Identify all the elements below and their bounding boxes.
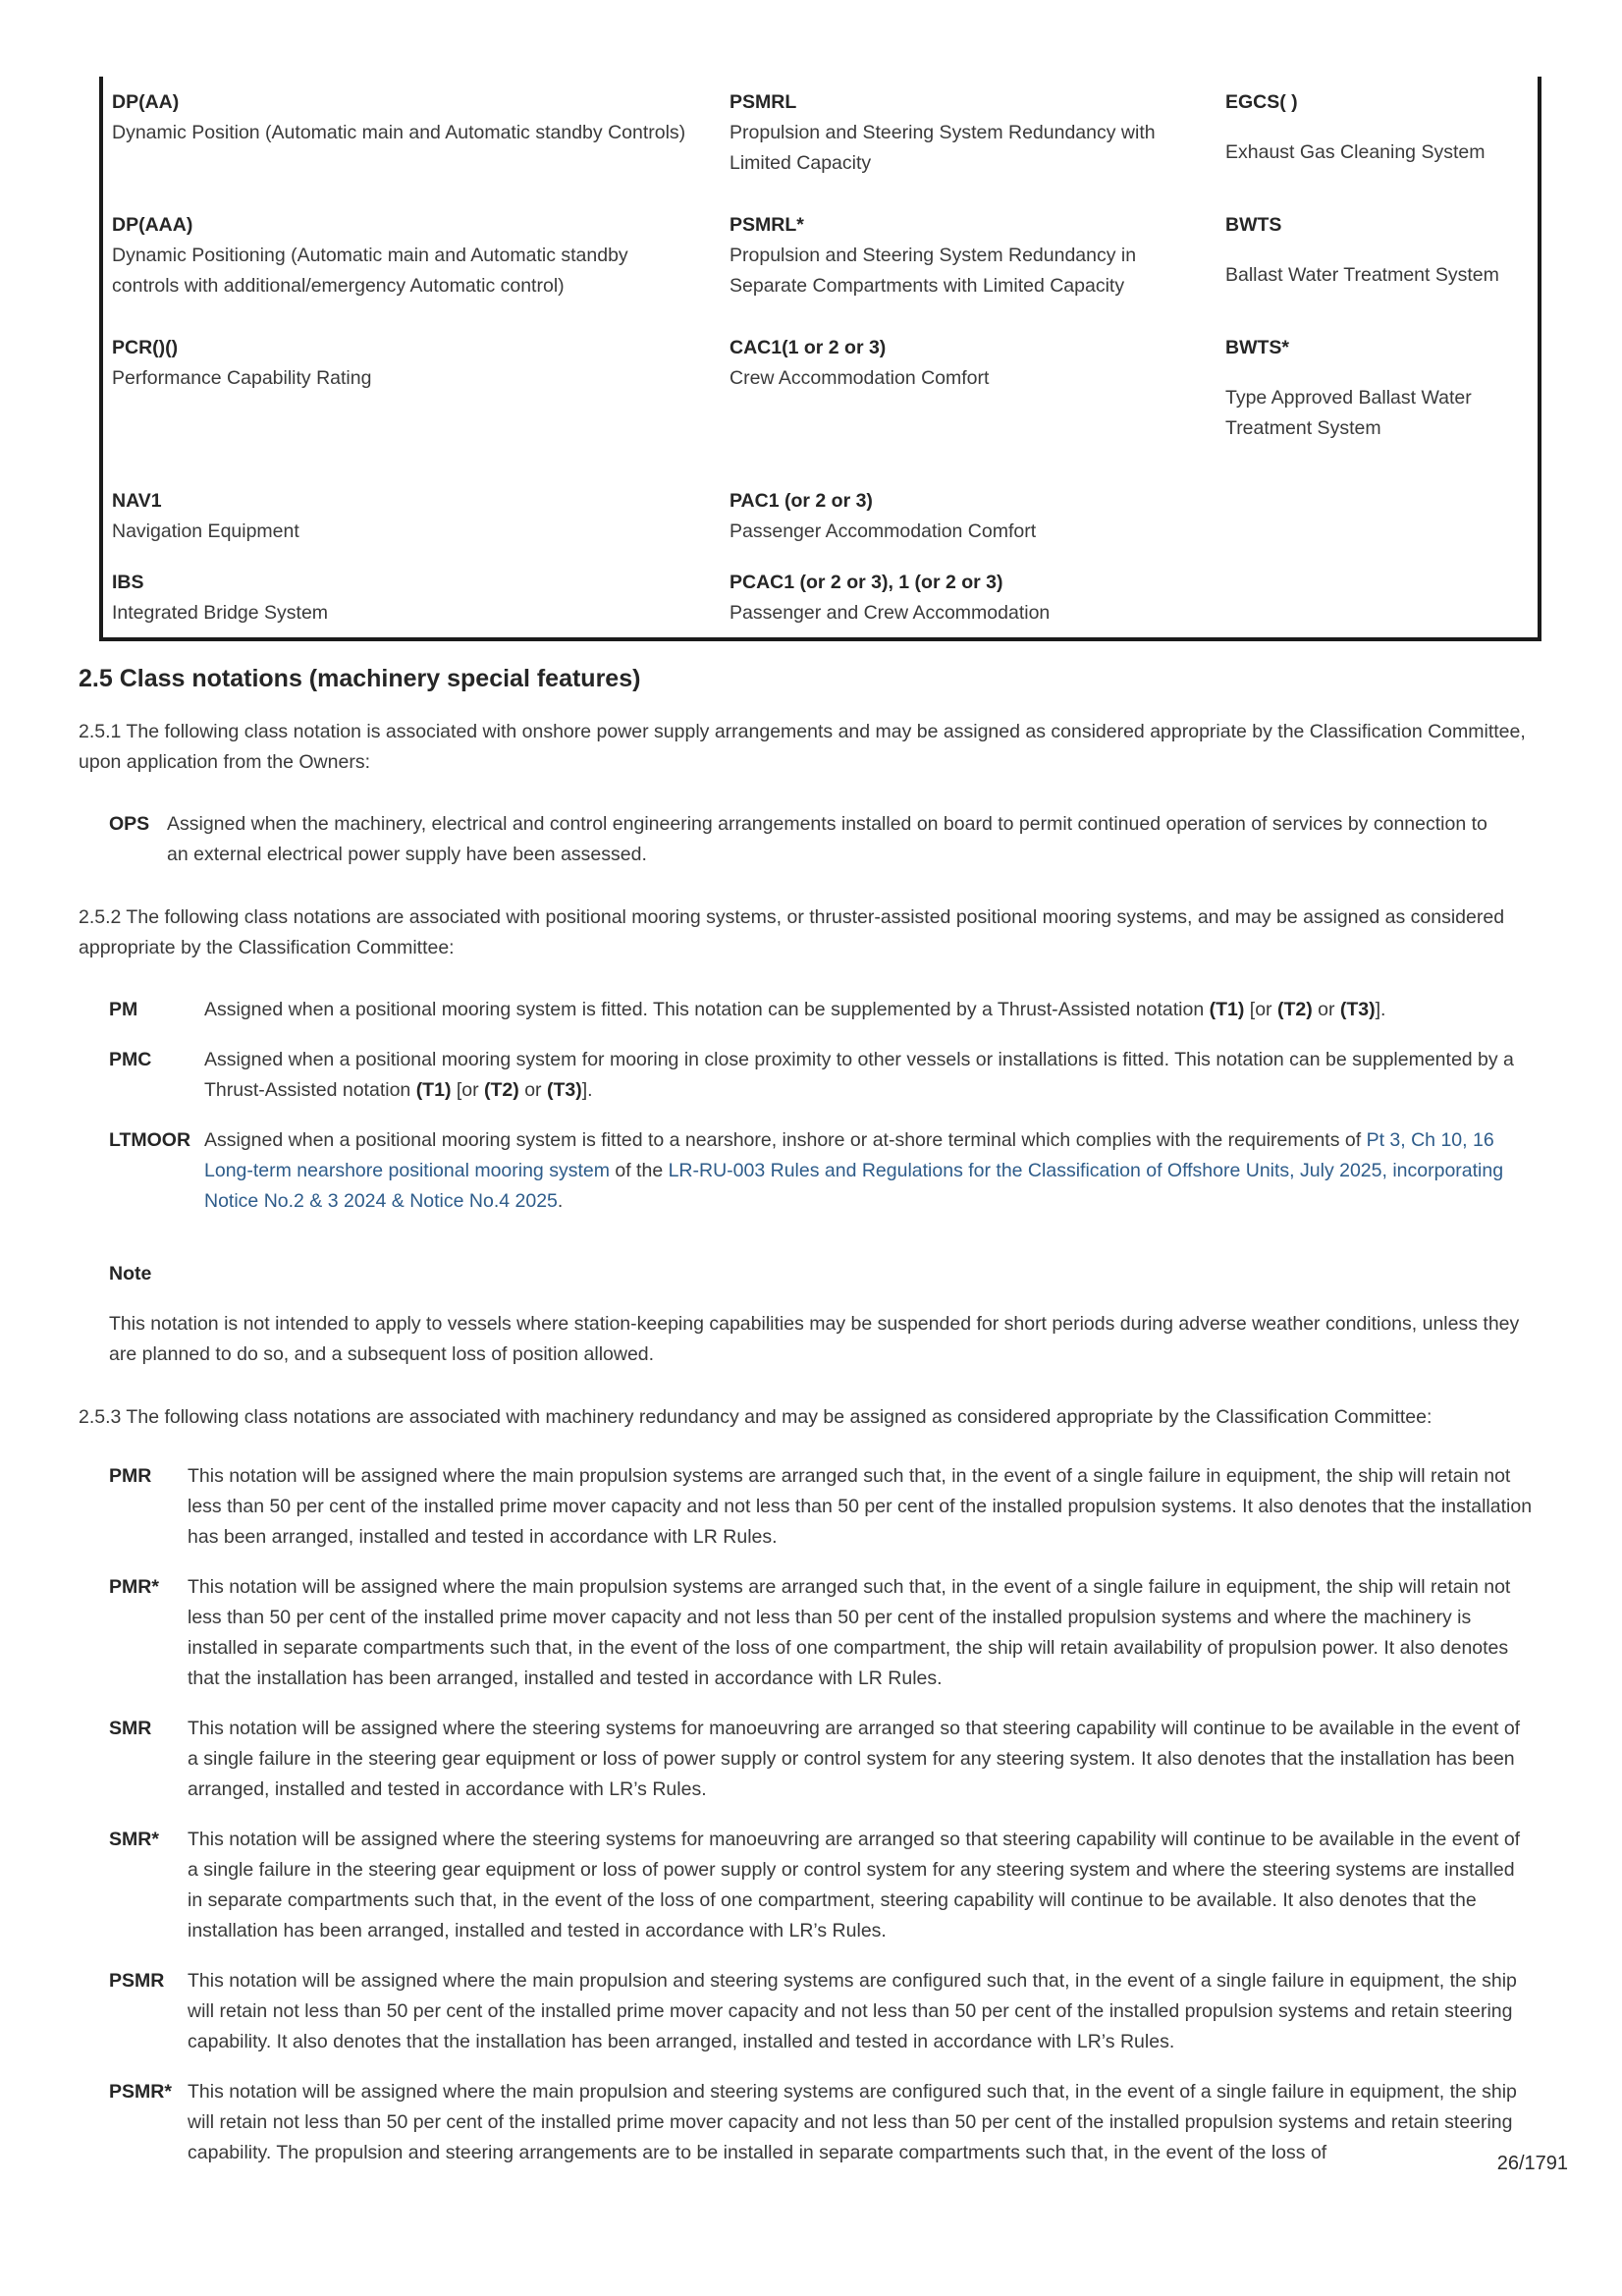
notation-desc: Integrated Bridge System [112,602,329,624]
definition-row [109,1714,1533,1805]
notation-definition: This notation will be assigned where the main propulsion and steering systems are configured such that, in the event of a single failure in equipment, the ship will retain not less than 50 per cent of the installed prime mover capacity and not less than 50 per cent of the installed propulsion systems and retain steering capability. It also denotes that the installation has been arranged, installed and tested in accordance with LR’s Rules. [188,1970,1517,2052]
definition-text: . [557,1190,564,1212]
notation-desc: Dynamic Positioning (Automatic main and Automatic standby controls with additional/emergency Automatic control) [112,245,628,297]
definition-row [109,1125,1523,1217]
notation-t1: (T1) [415,1079,452,1101]
definition-text: or [1312,999,1340,1020]
notation-term: PSMR [109,1970,165,1992]
notation-t2: (T2) [1276,999,1313,1020]
notation-desc: Exhaust Gas Cleaning System [1225,141,1486,163]
notation-desc: Propulsion and Steering System Redundancy with Limited Capacity [730,122,1156,174]
notation-term: SMR [109,1718,152,1739]
notation-cell [1225,210,1520,291]
note-text: This notation is not intended to apply to vessels where station-keeping capabilities may be suspended for short periods during adverse weather conditions, unless they are planned to do so, and a subsequent loss of position allowed. [109,1313,1520,1365]
notation-cell [730,210,1191,301]
notation-definition [204,995,1523,1025]
notation-term: PMR* [109,1576,159,1598]
notation-desc: Ballast Water Treatment System [1225,264,1499,286]
definition-row [109,2077,1533,2168]
definition-row [109,1966,1533,2057]
notation-code: CAC1(1 or 2 or 3) [730,337,887,358]
definition-row [109,1572,1533,1694]
notation-term: PMR [109,1465,152,1487]
notation-desc: Propulsion and Steering System Redundancy in Separate Compartments with Limited Capacity [730,245,1137,297]
notation-cell [112,87,701,148]
notation-code: IBS [112,572,144,593]
definition-row [109,1825,1533,1946]
definition-text: Assigned when a positional mooring system for mooring in close proximity to other vessels or installations is fitted. This notation can be supplemented by a Thrust-Assisted notation [204,1049,1514,1101]
notation-cell [112,486,701,547]
notation-code: BWTS [1225,214,1282,236]
notation-term: SMR* [109,1829,159,1850]
definition-text: Assigned when a positional mooring system is fitted to a nearshore, inshore or at-shore terminal which complies with the requirements of [204,1129,1367,1151]
definition-text: ]. [1375,999,1386,1020]
notation-term: PM [109,999,138,1020]
definition-text: of the [609,1160,669,1181]
definition-row [109,1461,1533,1553]
notation-cell [730,568,1191,629]
notation-code: PCR()() [112,337,179,358]
paragraph-2-5-3: 2.5.3 The following class notations are associated with machinery redundancy and may be assigned as considered appropriate by the Classification Committee: [79,1406,1433,1428]
notation-code: DP(AA) [112,91,180,113]
paragraph-2-5-1: 2.5.1 The following class notation is associated with onshore power supply arrangements and may be assigned as considered appropriate by the Classification Committee, upon application from the Owners: [79,721,1526,773]
notation-code: NAV1 [112,490,162,512]
rule-reference-link[interactable]: Pt 3, Ch 10, 16 Long-term nearshore positional mooring system [204,1129,1494,1181]
mooring-definitions [109,995,1523,1217]
definition-text: Assigned when a positional mooring system is fitted. This notation can be supplemented by a Thrust-Assisted notation [204,999,1210,1020]
notation-term: LTMOOR [109,1129,191,1151]
notation-cell [1225,87,1520,168]
notation-code: DP(AAA) [112,214,193,236]
notation-code: BWTS* [1225,337,1289,358]
notation-term: PSMR* [109,2081,172,2103]
notation-code: PSMRL [730,91,797,113]
notation-definition: This notation will be assigned where the main propulsion and steering systems are configured such that, in the event of a single failure in equipment, the ship will retain not less than 50 per cent of the installed prime mover capacity and not less than 50 per cent of the installed propulsion systems and retain steering capability. The propulsion and steering arrangements are to be installed in separate compartments such that, in the event of the loss of [188,2081,1517,2163]
notation-definition: Assigned when the machinery, electrical and control engineering arrangements installed on board to permit continued operation of services by connection to an external electrical power supply have been assessed. [167,813,1487,865]
definition-text: ]. [581,1079,593,1101]
definition-text: [or [1244,999,1277,1020]
notation-cell [112,333,701,394]
notation-cell [730,333,1191,394]
notation-t1: (T1) [1209,999,1245,1020]
ops-definition [109,809,1513,870]
section-title: 2.5 Class notations (machinery special features) [79,665,641,692]
notation-cell [1225,333,1520,444]
notation-desc: Type Approved Ballast Water Treatment System [1225,387,1472,439]
notation-desc: Dynamic Position (Automatic main and Automatic standby Controls) [112,122,686,143]
definition-text: [or [451,1079,485,1101]
notation-cell [112,568,701,629]
definition-text: or [518,1079,547,1101]
notation-desc: Performance Capability Rating [112,367,372,389]
notation-cell [730,486,1191,547]
notation-t2: (T2) [484,1079,519,1101]
note-label: Note [109,1263,152,1285]
notation-code: PSMRL* [730,214,804,236]
definition-row [109,1045,1523,1106]
notation-term: PMC [109,1049,152,1070]
notation-definition [204,1045,1523,1106]
notation-desc: Passenger Accommodation Comfort [730,520,1037,542]
paragraph-2-5-2: 2.5.2 The following class notations are associated with positional mooring systems, or thruster-assisted positional mooring systems, and may be assigned as considered appropriate by the Classification Committee: [79,906,1505,958]
rulebook-link[interactable]: LR-RU-003 Rules and Regulations for the Classification of Offshore Units, July 2025, incorporating Notice No.2 & 3 2024 & Notice No.4 2025 [204,1160,1504,1212]
notation-desc: Crew Accommodation Comfort [730,367,990,389]
notation-t3: (T3) [546,1079,582,1101]
notation-code: PCAC1 (or 2 or 3), 1 (or 2 or 3) [730,572,1003,593]
notation-t3: (T3) [1339,999,1376,1020]
notation-desc: Navigation Equipment [112,520,299,542]
notation-definition: This notation will be assigned where the steering systems for manoeuvring are arranged so that steering capability will continue to be available in the event of a single failure in the steering gear equipment or loss of power supply or control system for any steering system and where the steering systems are installed in separate compartments such that, in the event of the loss of one compartment, steering capability will continue to be available. It also denotes that the installation has been arranged, installed and tested in accordance with LR’s Rules. [188,1829,1521,1941]
notation-code: PAC1 (or 2 or 3) [730,490,873,512]
notation-desc: Passenger and Crew Accommodation [730,602,1051,624]
notation-code: EGCS( ) [1225,91,1298,113]
notation-definition [204,1125,1523,1217]
page-number: 26/1791 [1496,2153,1568,2174]
notation-definition: This notation will be assigned where the main propulsion systems are arranged such that, in the event of a single failure in equipment, the ship will retain not less than 50 per cent of the installed prime mover capacity and not less than 50 per cent of the installed propulsion systems. It also denotes that the installation has been arranged, installed and tested in accordance with LR Rules. [188,1465,1533,1548]
definition-row [109,809,1513,870]
notation-cell [112,210,701,301]
notation-definition: This notation will be assigned where the steering systems for manoeuvring are arranged so that steering capability will continue to be available in the event of a single failure in the steering gear equipment or loss of power supply or control system for any steering system. It also denotes that the installation has been arranged, installed and tested in accordance with LR’s Rules. [188,1718,1521,1800]
notation-term: OPS [109,813,150,835]
notation-definition: This notation will be assigned where the main propulsion systems are arranged such that, in the event of a single failure in equipment, the ship will retain not less than 50 per cent of the installed prime mover capacity and not less than 50 per cent of the installed propulsion systems and where the machinery is installed in separate compartments such that, in the event of the loss of one compartment, the ship will retain availability of propulsion power. It also denotes that the installation has been arranged, installed and tested in accordance with LR Rules. [188,1576,1511,1689]
redundancy-definitions [109,1461,1533,2168]
definition-row [109,995,1523,1025]
notation-cell [730,87,1191,179]
